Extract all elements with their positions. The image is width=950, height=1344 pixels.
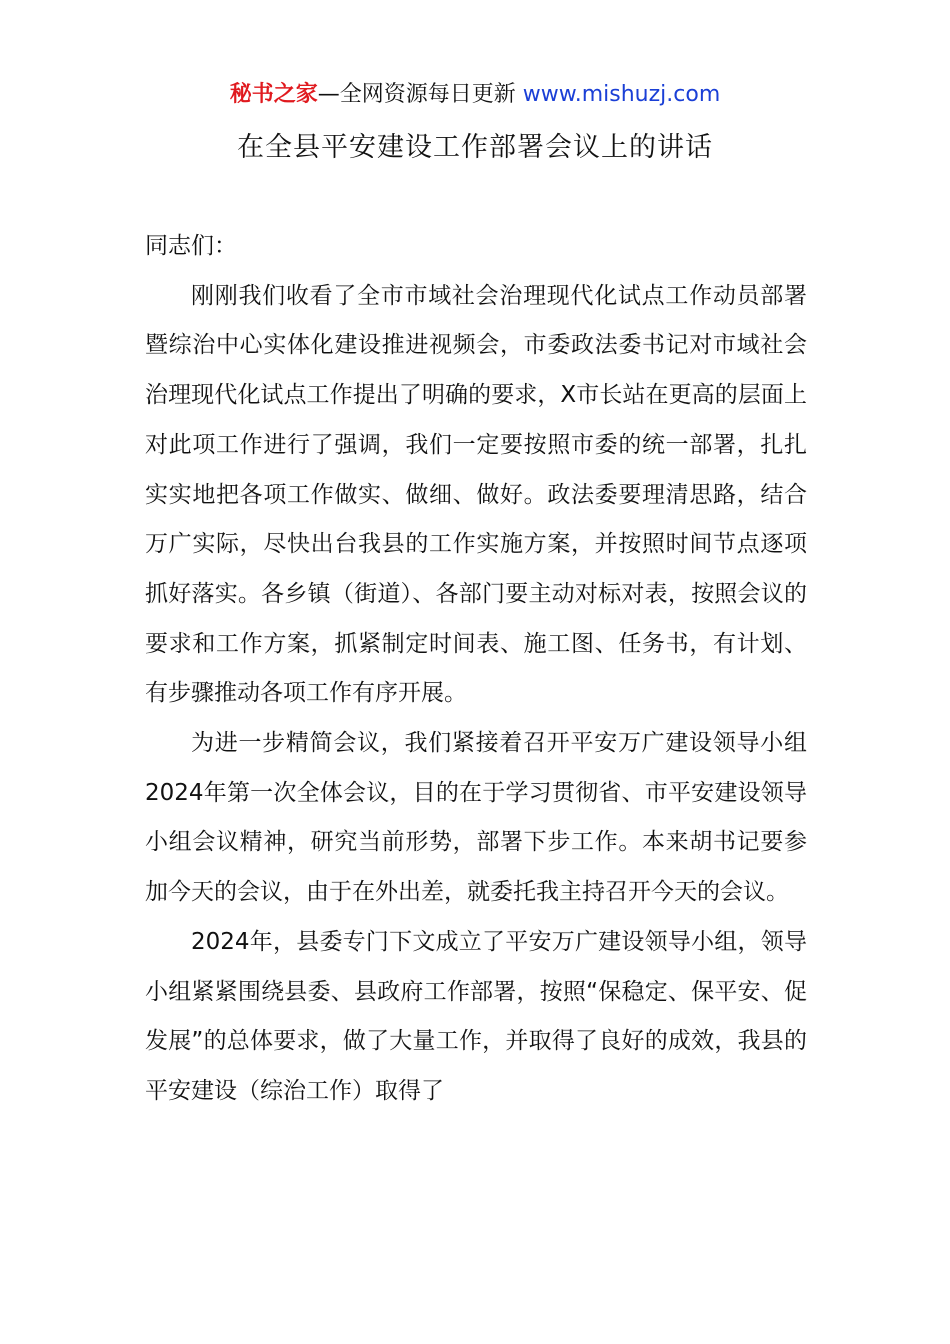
document-body [145,222,807,1117]
salutation: 同志们： [145,233,237,259]
site-url-link[interactable]: www.mishuzj.com [522,82,721,107]
document-title: 在全县平安建设工作部署会议上的讲话 [237,132,713,163]
paragraph: 刚刚我们收看了全市市域社会治理现代化试点工作动员部署暨综治中心实体化建设推进视频会，市委政法委书记对市域社会治理现代化试点工作提出了明确的要求，X市长站在更高的层面上对此项工作进行了强调，我们一定要按照市委的统一部署，扎扎实实地把各项工作做实、做细、做好。政法委要理清思路，结合万广实际，尽快出台我县的工作实施方案，并按照时间节点逐项抓好落实。各乡镇（街道）、各部门要主动对标对表，按照会议的要求和工作方案，抓紧制定时间表、施工图、任务书，有计划、有步骤推动各项工作有序开展。 [145,282,807,707]
brand-name: 秘书之家 [229,82,318,107]
paragraph: 为进一步精简会议，我们紧接着召开平安万广建设领导小组2024年第一次全体会议，目的在于学习贯彻省、市平安建设领导小组会议精神，研究当前形势，部署下步工作。本来胡书记要参加今天的会议，由于在外出差，就委托我主持召开今天的会议。 [145,730,807,906]
paragraph: 2024年，县委专门下文成立了平安万广建设领导小组，领导小组紧紧围绕县委、县政府工作部署，按照“保稳定、保平安、促发展”的总体要求，做了大量工作，并取得了良好的成效，我县的平安建设（综治工作）取得了 [145,928,807,1104]
header-tagline: —全网资源每日更新 [317,82,516,107]
site-header [0,78,950,112]
